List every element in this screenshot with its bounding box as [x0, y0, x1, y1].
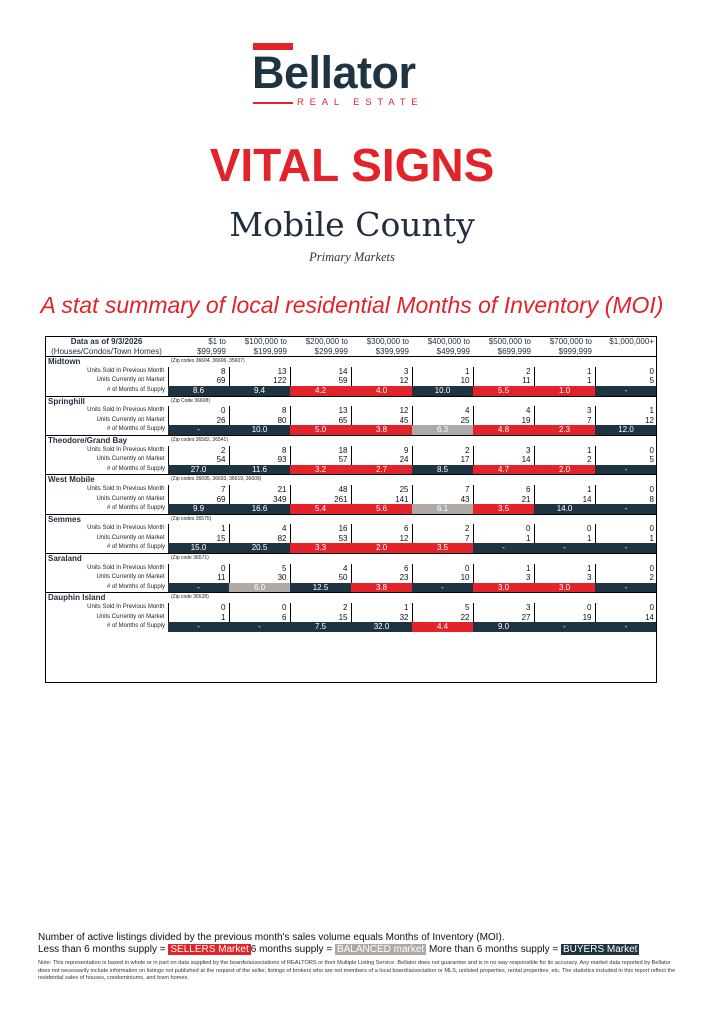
region-row: [45, 396, 657, 406]
row-label: # of Months of Supply: [106, 505, 165, 512]
moi-cell: 4.4: [412, 622, 473, 632]
moi-cell: 6.0: [229, 583, 290, 593]
type-label: (Houses/Condos/Town Homes): [51, 346, 162, 356]
table-cell: 1: [534, 534, 595, 544]
moi-cell: -: [534, 543, 595, 553]
price-range-header: $299,999: [314, 346, 348, 356]
price-range-header: $500,000 to: [473, 337, 534, 347]
table-cell: 11: [473, 376, 534, 386]
moi-cell: -: [412, 583, 473, 593]
table-cell: 122: [229, 376, 290, 386]
moi-cell: 5.0: [290, 425, 351, 435]
moi-cell: 3.0: [473, 583, 534, 593]
table-cell: 6: [351, 564, 412, 574]
table-cell: 1: [595, 406, 657, 416]
table-cell: 14: [473, 455, 534, 465]
table-cell: 19: [534, 613, 595, 623]
moi-cell: 3.2: [290, 465, 351, 475]
moi-cell: -: [534, 622, 595, 632]
table-cell: 54: [168, 455, 229, 465]
table-row: [45, 524, 657, 534]
table-cell: 8: [229, 406, 290, 416]
table-cell: 1: [595, 534, 657, 544]
moi-cell: 20.5: [229, 543, 290, 553]
table-cell: 59: [290, 376, 351, 386]
region-zip: (Zip codes 36575): [168, 514, 657, 524]
moi-cell: 5.5: [473, 386, 534, 396]
price-range-header: [595, 347, 657, 357]
table-cell: 1: [534, 564, 595, 574]
table-cell: 25: [351, 485, 412, 495]
row-label: Units Sold In Previous Month: [87, 485, 165, 492]
table-cell: 9: [351, 446, 412, 456]
row-label: Units Currently on Market: [96, 456, 165, 463]
region-zip: (Zip Code 36608): [168, 396, 657, 406]
price-range-header: $400,000 to: [412, 337, 473, 347]
region-name: Saraland: [45, 554, 168, 564]
price-range-header: $300,000 to: [351, 337, 412, 347]
moi-table: [45, 336, 657, 632]
region-row: [45, 514, 657, 524]
moi-cell: -: [595, 386, 657, 396]
table-cell: 0: [595, 367, 657, 377]
table-cell: 0: [595, 603, 657, 613]
table-cell: 23: [351, 573, 412, 583]
row-label: Units Currently on Market: [96, 377, 165, 384]
table-cell: 8: [595, 495, 657, 505]
table-cell: 1: [473, 564, 534, 574]
table-cell: 7: [412, 485, 473, 495]
moi-cell: -: [595, 583, 657, 593]
table-cell: 3: [351, 367, 412, 377]
table-row: [45, 495, 657, 505]
table-cell: 0: [168, 564, 229, 574]
table-cell: 53: [290, 534, 351, 544]
moi-cell: -: [595, 622, 657, 632]
region-name: Springhill: [45, 396, 168, 406]
table-cell: 2: [168, 446, 229, 456]
page-title: VITAL SIGNS: [209, 139, 495, 191]
moi-cell: 11.6: [229, 465, 290, 475]
legend-six-text: 6 months supply =: [250, 944, 335, 955]
table-row: [45, 416, 657, 426]
region-zip: (Zip codes 36604, 36606, 35607): [168, 357, 657, 367]
row-label: # of Months of Supply: [106, 386, 165, 393]
row-label: # of Months of Supply: [106, 426, 165, 433]
table-header-row: [45, 337, 657, 347]
table-cell: 7: [168, 485, 229, 495]
table-cell: 3: [473, 603, 534, 613]
region-row: [45, 435, 657, 445]
row-label: Units Sold In Previous Month: [87, 446, 165, 453]
table-cell: 27: [473, 613, 534, 623]
row-label: Units Sold In Previous Month: [87, 564, 165, 571]
legend-less-text: Less than 6 months supply =: [38, 944, 169, 955]
table-cell: 13: [290, 406, 351, 416]
moi-cell: 3.3: [290, 543, 351, 553]
moi-cell: 15.0: [168, 543, 229, 553]
moi-cell: 7.5: [290, 622, 351, 632]
moi-cell: 8.5: [412, 465, 473, 475]
footer-definition: Number of active listings divided by the previous month's sales volume equals Months of Inventory (MOI).: [38, 932, 505, 943]
moi-cell: 4.8: [473, 425, 534, 435]
price-range-header: $700,000 to: [534, 337, 595, 347]
moi-cell: 9.9: [168, 504, 229, 514]
moi-cell: 10.0: [412, 386, 473, 396]
region-zip: (Zip codes 36582, 36541): [168, 435, 657, 445]
table-cell: 0: [534, 524, 595, 534]
moi-cell: -: [595, 543, 657, 553]
moi-cell: 9.4: [229, 386, 290, 396]
row-label: Units Currently on Market: [96, 613, 165, 620]
table-cell: 82: [229, 534, 290, 544]
moi-row: [45, 425, 657, 435]
table-cell: 48: [290, 485, 351, 495]
table-cell: 65: [290, 416, 351, 426]
moi-row: [45, 543, 657, 553]
table-cell: 7: [534, 416, 595, 426]
table-row: [45, 573, 657, 583]
moi-cell: 2.0: [534, 465, 595, 475]
moi-cell: 4.2: [290, 386, 351, 396]
price-range-header: $199,999: [253, 346, 287, 356]
table-cell: 14: [290, 367, 351, 377]
row-label: Units Currently on Market: [96, 534, 165, 541]
table-cell: 4: [412, 406, 473, 416]
moi-row: [45, 583, 657, 593]
table-cell: 261: [290, 495, 351, 505]
region-name: Theodore/Grand Bay: [45, 435, 168, 445]
table-cell: 2: [290, 603, 351, 613]
table-cell: 32: [351, 613, 412, 623]
logo-rule: [253, 102, 293, 104]
date-label: Data as of 9/3/2026: [45, 337, 168, 347]
region-row: [45, 475, 657, 485]
table-cell: 45: [351, 416, 412, 426]
table-cell: 12: [351, 406, 412, 416]
table-cell: 5: [412, 603, 473, 613]
moi-row: [45, 386, 657, 396]
table-cell: 17: [412, 455, 473, 465]
table-cell: 19: [473, 416, 534, 426]
table-cell: 14: [534, 495, 595, 505]
table-cell: 0: [595, 446, 657, 456]
legend-balanced-tag: BALANCED market: [336, 944, 425, 955]
moi-cell: 1.0: [534, 386, 595, 396]
table-cell: 4: [473, 406, 534, 416]
price-range-header: $99,999: [197, 346, 226, 356]
table-cell: 0: [473, 524, 534, 534]
table-cell: 26: [168, 416, 229, 426]
table-row: [45, 406, 657, 416]
table-cell: 141: [351, 495, 412, 505]
region-name: West Mobile: [45, 475, 168, 485]
table-row: [45, 534, 657, 544]
moi-cell: -: [229, 622, 290, 632]
table-cell: 24: [351, 455, 412, 465]
table-cell: 57: [290, 455, 351, 465]
region-row: [45, 357, 657, 367]
legend-sellers-tag: SELLERS Market: [170, 944, 249, 955]
table-cell: 12: [351, 376, 412, 386]
page-caption: Primary Markets: [309, 250, 395, 264]
moi-cell: -: [168, 622, 229, 632]
moi-cell: 3.0: [534, 583, 595, 593]
table-cell: 16: [290, 524, 351, 534]
table-cell: 1: [473, 534, 534, 544]
table-cell: 12: [351, 534, 412, 544]
moi-cell: 2.7: [351, 465, 412, 475]
table-row: [45, 613, 657, 623]
price-range-header: $100,000 to: [229, 337, 290, 347]
row-label: Units Currently on Market: [96, 574, 165, 581]
logo-wordmark: Bellator: [252, 47, 416, 98]
moi-cell: 12.0: [595, 425, 657, 435]
table-cell: 8: [168, 367, 229, 377]
table-row: [45, 367, 657, 377]
row-label: Units Sold In Previous Month: [87, 407, 165, 414]
table-cell: 3: [473, 446, 534, 456]
moi-cell: 9.0: [473, 622, 534, 632]
table-cell: 1: [534, 367, 595, 377]
bellator-logo: [0, 40, 704, 110]
row-label: Units Sold In Previous Month: [87, 367, 165, 374]
moi-cell: 3.8: [351, 425, 412, 435]
table-cell: 6: [229, 613, 290, 623]
headline: A stat summary of local residential Months of Inventory (MOI): [40, 292, 664, 318]
table-cell: 2: [534, 455, 595, 465]
table-cell: 10: [412, 376, 473, 386]
table-cell: 349: [229, 495, 290, 505]
table-cell: 6: [351, 524, 412, 534]
moi-cell: 27.0: [168, 465, 229, 475]
price-range-header: $699,999: [497, 346, 531, 356]
table-cell: 3: [473, 573, 534, 583]
table-cell: 2: [595, 573, 657, 583]
table-cell: 50: [290, 573, 351, 583]
table-cell: 13: [229, 367, 290, 377]
footer-note: Note: This representation is based in whole or in part on data supplied by the boards/associations of REALTORS or their Multiple Listing Service. Bellator does not guarantee and is in no way responsible for its accuracy. Any market data reported by Bellator does not necessarily include information on listings not published at the request of the seller, listings of brokers who are not members of a local board/association or MLS, unlisted properties, rental properties, etc. The statistics included in this report reflect the residential sales of houses, condominiums, and town homes.: [38, 960, 676, 981]
moi-cell: -: [473, 543, 534, 553]
table-cell: 43: [412, 495, 473, 505]
table-cell: 0: [595, 485, 657, 495]
table-cell: 21: [229, 485, 290, 495]
moi-cell: -: [595, 465, 657, 475]
moi-cell: -: [168, 583, 229, 593]
footer: [38, 932, 678, 983]
price-range-header: $399,999: [375, 346, 409, 356]
row-label: # of Months of Supply: [106, 544, 165, 551]
table-cell: 5: [229, 564, 290, 574]
table-cell: 1: [534, 446, 595, 456]
table-cell: 69: [168, 495, 229, 505]
table-cell: 69: [168, 376, 229, 386]
table-cell: 1: [168, 524, 229, 534]
table-cell: 1: [534, 376, 595, 386]
moi-cell: 4.0: [351, 386, 412, 396]
table-cell: 2: [412, 524, 473, 534]
table-cell: 93: [229, 455, 290, 465]
moi-cell: 2.3: [534, 425, 595, 435]
table-cell: 8: [229, 446, 290, 456]
row-label: # of Months of Supply: [106, 583, 165, 590]
row-label: Units Currently on Market: [96, 416, 165, 423]
table-cell: 15: [168, 534, 229, 544]
price-range-header: $1 to: [168, 337, 229, 347]
table-cell: 0: [168, 603, 229, 613]
table-cell: 30: [229, 573, 290, 583]
table-cell: 10: [412, 573, 473, 583]
row-label: Units Currently on Market: [96, 495, 165, 502]
table-cell: 22: [412, 613, 473, 623]
table-row: [45, 603, 657, 613]
table-cell: 3: [534, 406, 595, 416]
table-cell: 6: [473, 485, 534, 495]
row-label: # of Months of Supply: [106, 465, 165, 472]
region-zip: (Zip codes 36695, 36693, 36619, 36609): [168, 475, 657, 485]
table-cell: 11: [168, 573, 229, 583]
region-zip: (Zip code 36528): [168, 593, 657, 603]
moi-cell: -: [595, 504, 657, 514]
moi-cell: 6.1: [412, 504, 473, 514]
table-cell: 3: [534, 573, 595, 583]
moi-cell: 8.6: [168, 386, 229, 396]
region-row: [45, 593, 657, 603]
moi-cell: 3.8: [351, 583, 412, 593]
table-cell: 5: [595, 455, 657, 465]
region-row: [45, 554, 657, 564]
moi-cell: 16.6: [229, 504, 290, 514]
table-cell: 2: [412, 446, 473, 456]
legend-more-text: More than 6 months supply =: [426, 944, 561, 955]
moi-cell: 14.0: [534, 504, 595, 514]
logo-tagline: REAL ESTATE: [297, 97, 424, 108]
moi-row: [45, 622, 657, 632]
moi-cell: 3.5: [473, 504, 534, 514]
table-cell: 1: [168, 613, 229, 623]
table-row: [45, 455, 657, 465]
table-row: [45, 446, 657, 456]
moi-cell: 5.6: [351, 504, 412, 514]
table-cell: 0: [534, 603, 595, 613]
region-name: Midtown: [45, 357, 168, 367]
table-cell: 21: [473, 495, 534, 505]
page-subtitle: Mobile County: [229, 205, 475, 244]
table-cell: 0: [412, 564, 473, 574]
moi-cell: 5.4: [290, 504, 351, 514]
table-cell: 25: [412, 416, 473, 426]
moi-cell: 32.0: [351, 622, 412, 632]
moi-cell: 4.7: [473, 465, 534, 475]
table-cell: 1: [534, 485, 595, 495]
table-cell: 18: [290, 446, 351, 456]
moi-cell: -: [168, 425, 229, 435]
table-row: [45, 376, 657, 386]
row-label: # of Months of Supply: [106, 623, 165, 630]
table-cell: 1: [412, 367, 473, 377]
table-cell: 4: [290, 564, 351, 574]
table-cell: 0: [229, 603, 290, 613]
region-name: Semmes: [45, 514, 168, 524]
row-label: Units Sold In Previous Month: [87, 525, 165, 532]
row-label: Units Sold In Previous Month: [87, 604, 165, 611]
price-range-header: $1,000,000+: [595, 337, 657, 347]
moi-cell: 12.5: [290, 583, 351, 593]
table-cell: 7: [412, 534, 473, 544]
table-cell: 5: [595, 376, 657, 386]
table-cell: 15: [290, 613, 351, 623]
price-range-header: $999,999: [558, 346, 592, 356]
table-cell: 0: [595, 524, 657, 534]
table-cell: 4: [229, 524, 290, 534]
legend-buyers-tag: BUYERS Market: [563, 944, 638, 955]
table-cell: 0: [168, 406, 229, 416]
table-cell: 2: [473, 367, 534, 377]
moi-row: [45, 465, 657, 475]
table-row: [45, 485, 657, 495]
region-zip: (Zip code 36571): [168, 554, 657, 564]
moi-row: [45, 504, 657, 514]
region-name: Dauphin Island: [45, 593, 168, 603]
table-cell: 0: [595, 564, 657, 574]
price-range-header: $499,999: [436, 346, 470, 356]
price-range-header: $200,000 to: [290, 337, 351, 347]
table-row: [45, 564, 657, 574]
moi-cell: 6.3: [412, 425, 473, 435]
moi-cell: 2.0: [351, 543, 412, 553]
moi-cell: 10.0: [229, 425, 290, 435]
moi-cell: 3.5: [412, 543, 473, 553]
table-cell: 12: [595, 416, 657, 426]
table-cell: 14: [595, 613, 657, 623]
table-cell: 80: [229, 416, 290, 426]
table-cell: 1: [351, 603, 412, 613]
table-header-row: [45, 347, 657, 357]
footer-legend: [38, 944, 678, 956]
